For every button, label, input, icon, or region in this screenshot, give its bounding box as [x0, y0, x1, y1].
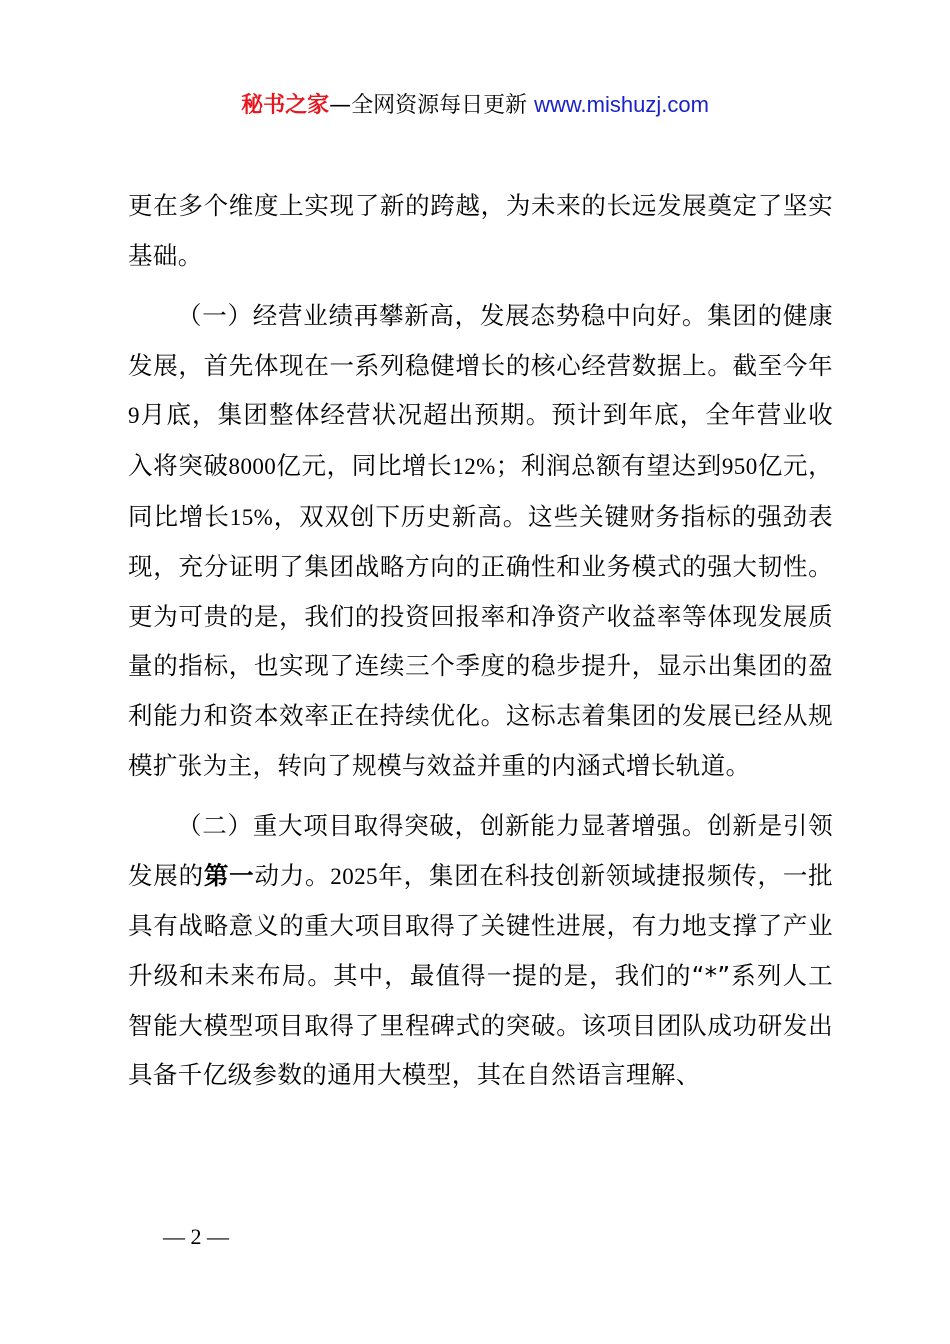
paragraph-innovation — [128, 801, 833, 1100]
text-run: 年，集团在科技创新领域捷报频传，一批具有战略意义的重大项目取得了关键性进展，有力地支撑了产业升级和未来布局。其中，最值得一提的是，我们的“*”系列人工智能大模型项目取得了里程碑式的突破。该项目团队成功研发出具备千亿级参数的通用大模型，其在自然语言理解、 — [128, 860, 834, 1090]
text-run: ，双双创下历史新高。这些关键财务指标的强劲表现，充分证明了集团战略方向的正确性和业务模式的强大韧性。更为可贵的是，我们的投资回报率和净资产收益率等体现发展质量的指标，也实现了连续三个季度的稳步提升，显示出集团的盈利能力和资本效率正在持续优化。这标志着集团的发展已经从规模扩张为主，转向了规模与效益并重的内涵式增长轨道。 — [128, 501, 833, 780]
text-run: 动力。 — [254, 860, 331, 890]
site-header — [0, 88, 950, 123]
paragraph-continued: 更在多个维度上实现了新的跨越，为未来的长远发展奠定了坚实基础。 — [128, 191, 833, 270]
number-run: 8000 — [228, 453, 277, 479]
text-run: （二）重大项目取得突破，创新能力显著增强。创新是引领发展的 — [128, 811, 833, 890]
bold-text-run: 第一 — [203, 860, 255, 890]
number-run: 12% — [452, 453, 496, 479]
text-run: 月底，集团整体经营状况超出预期。预计到年底，全年营业收入将突破 — [128, 400, 833, 480]
site-url[interactable]: www.mishuzj.com — [534, 92, 709, 117]
text-run: 亿元，同比增长 — [128, 450, 833, 531]
text-run: （一）经营业绩再攀新高，发展态势稳中向好。集团的健康发展，首先体现在一系列稳健增长的核心经营数据上。截至今年 — [128, 301, 833, 380]
paragraph-business-performance — [128, 291, 833, 790]
header-tagline: —全网资源每日更新 — [329, 93, 528, 118]
text-run: ；利润总额有望达到 — [495, 450, 722, 480]
brand-name: 秘书之家 — [241, 93, 330, 118]
document-body — [128, 181, 833, 1100]
number-run: 950 — [721, 453, 758, 479]
text-run: 亿元，同比增长 — [276, 450, 453, 480]
page-number: — 2 — — [163, 1224, 229, 1249]
number-run: 9 — [128, 403, 140, 429]
number-run: 2025 — [330, 863, 378, 889]
number-run: 15% — [229, 504, 274, 530]
